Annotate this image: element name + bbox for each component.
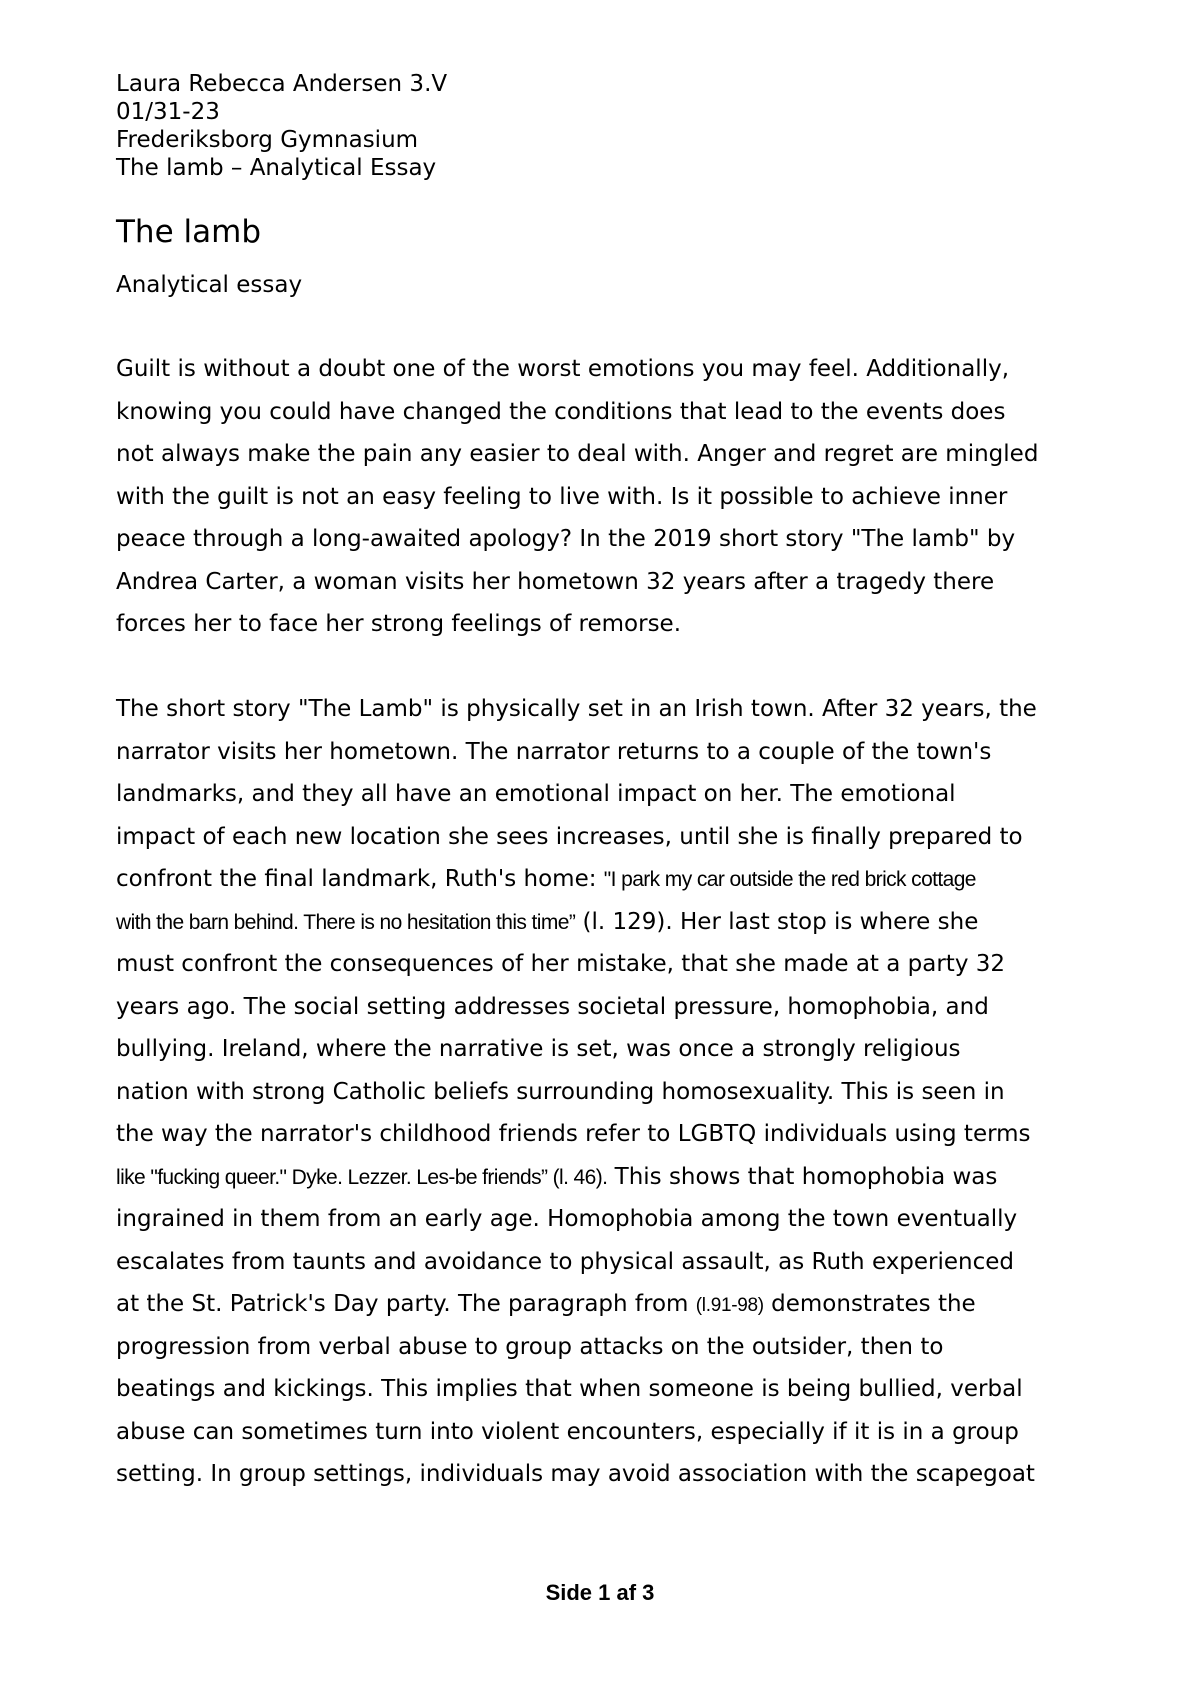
line-text: This shows that homophobia was bbox=[607, 1163, 998, 1190]
paragraph-introduction bbox=[116, 348, 1106, 646]
paragraph-line bbox=[116, 1283, 1106, 1326]
date-line: 01/31-23 bbox=[116, 99, 220, 125]
line-text: at the St. Patrick's Day party. The paragraph from bbox=[116, 1291, 696, 1317]
paragraph-line: narrator visits her hometown. The narrator returns to a couple of the town's bbox=[116, 738, 992, 765]
page-number-footer: Side 1 af 3 bbox=[545, 1580, 655, 1605]
paragraph-line bbox=[116, 901, 1106, 944]
paragraph-line: must confront the consequences of her mistake, that she made at a party 32 bbox=[116, 951, 1006, 977]
paragraph-line: not always make the pain any easier to deal with. Anger and regret are mingled bbox=[116, 441, 1039, 467]
document-subtitle: Analytical essay bbox=[116, 272, 303, 298]
paragraph-line: bullying. Ireland, where the narrative is set, was once a strongly religious bbox=[116, 1036, 961, 1062]
paragraph-line: years ago. The social setting addresses societal pressure, homophobia, and bbox=[116, 993, 989, 1020]
document-title: The lamb bbox=[116, 214, 261, 250]
header-block bbox=[116, 70, 447, 182]
paragraph-line: landmarks, and they all have an emotional impact on her. The emotional bbox=[116, 781, 956, 807]
author-line: Laura Rebecca Andersen 3.V bbox=[116, 71, 448, 97]
paragraph-line: peace through a long-awaited apology? In the 2019 short story "The lamb" by bbox=[116, 526, 1016, 552]
paragraph-line bbox=[116, 858, 1106, 901]
school-line: Frederiksborg Gymnasium bbox=[116, 127, 419, 153]
paragraph-line: with the guilt is not an easy feeling to live with. Is it possible to achieve inner bbox=[116, 483, 1008, 510]
paragraph-line: the way the narrator's childhood friends refer to LGBTQ individuals using terms bbox=[116, 1121, 1031, 1147]
paragraph-line: Guilt is without a doubt one of the worst emotions you may feel. Additionally, bbox=[116, 356, 1010, 382]
paragraph-line: nation with strong Catholic beliefs surrounding homosexuality. This is seen in bbox=[116, 1078, 1005, 1105]
inline-quote: "I park my car outside the red brick cottage bbox=[603, 868, 976, 891]
paragraph-line: escalates from taunts and avoidance to physical assault, as Ruth experienced bbox=[116, 1248, 1015, 1275]
paragraph-line: abuse can sometimes turn into violent encounters, especially if it is in a group bbox=[116, 1418, 1019, 1445]
paragraph-line: beatings and kickings. This implies that when someone is being bullied, verbal bbox=[116, 1376, 1023, 1402]
paragraph-line: Andrea Carter, a woman visits her hometown 32 years after a tragedy there bbox=[116, 568, 995, 595]
line-reference: (l.91-98) bbox=[695, 1295, 764, 1316]
paragraph-line: forces her to face her strong feelings of remorse. bbox=[116, 611, 682, 637]
paragraph-setting bbox=[116, 688, 1106, 1496]
paragraph-line: The short story "The Lamb" is physically set in an Irish town. After 32 years, the bbox=[116, 696, 1037, 722]
inline-quote: like "fucking queer." Dyke. Lezzer. Les-be friends” (l. 46). bbox=[116, 1165, 608, 1189]
paragraph-line: knowing you could have changed the conditions that lead to the events does bbox=[116, 398, 1006, 425]
line-text: (l. 129). Her last stop is where she bbox=[575, 908, 979, 935]
line-text: demonstrates the bbox=[763, 1291, 976, 1317]
line-text: confront the final landmark, Ruth's home: bbox=[116, 866, 604, 892]
paragraph-line: impact of each new location she sees increases, until she is finally prepared to bbox=[116, 823, 1023, 850]
inline-quote: with the barn behind. There is no hesitation this time” bbox=[116, 910, 576, 934]
paragraph-line: setting. In group settings, individuals may avoid association with the scapegoat bbox=[116, 1461, 1035, 1487]
paragraph-line bbox=[116, 1156, 1106, 1199]
paragraph-line: progression from verbal abuse to group attacks on the outsider, then to bbox=[116, 1333, 944, 1360]
paragraph-line: ingrained in them from an early age. Homophobia among the town eventually bbox=[116, 1206, 1018, 1232]
assignment-line: The lamb – Analytical Essay bbox=[116, 155, 437, 181]
